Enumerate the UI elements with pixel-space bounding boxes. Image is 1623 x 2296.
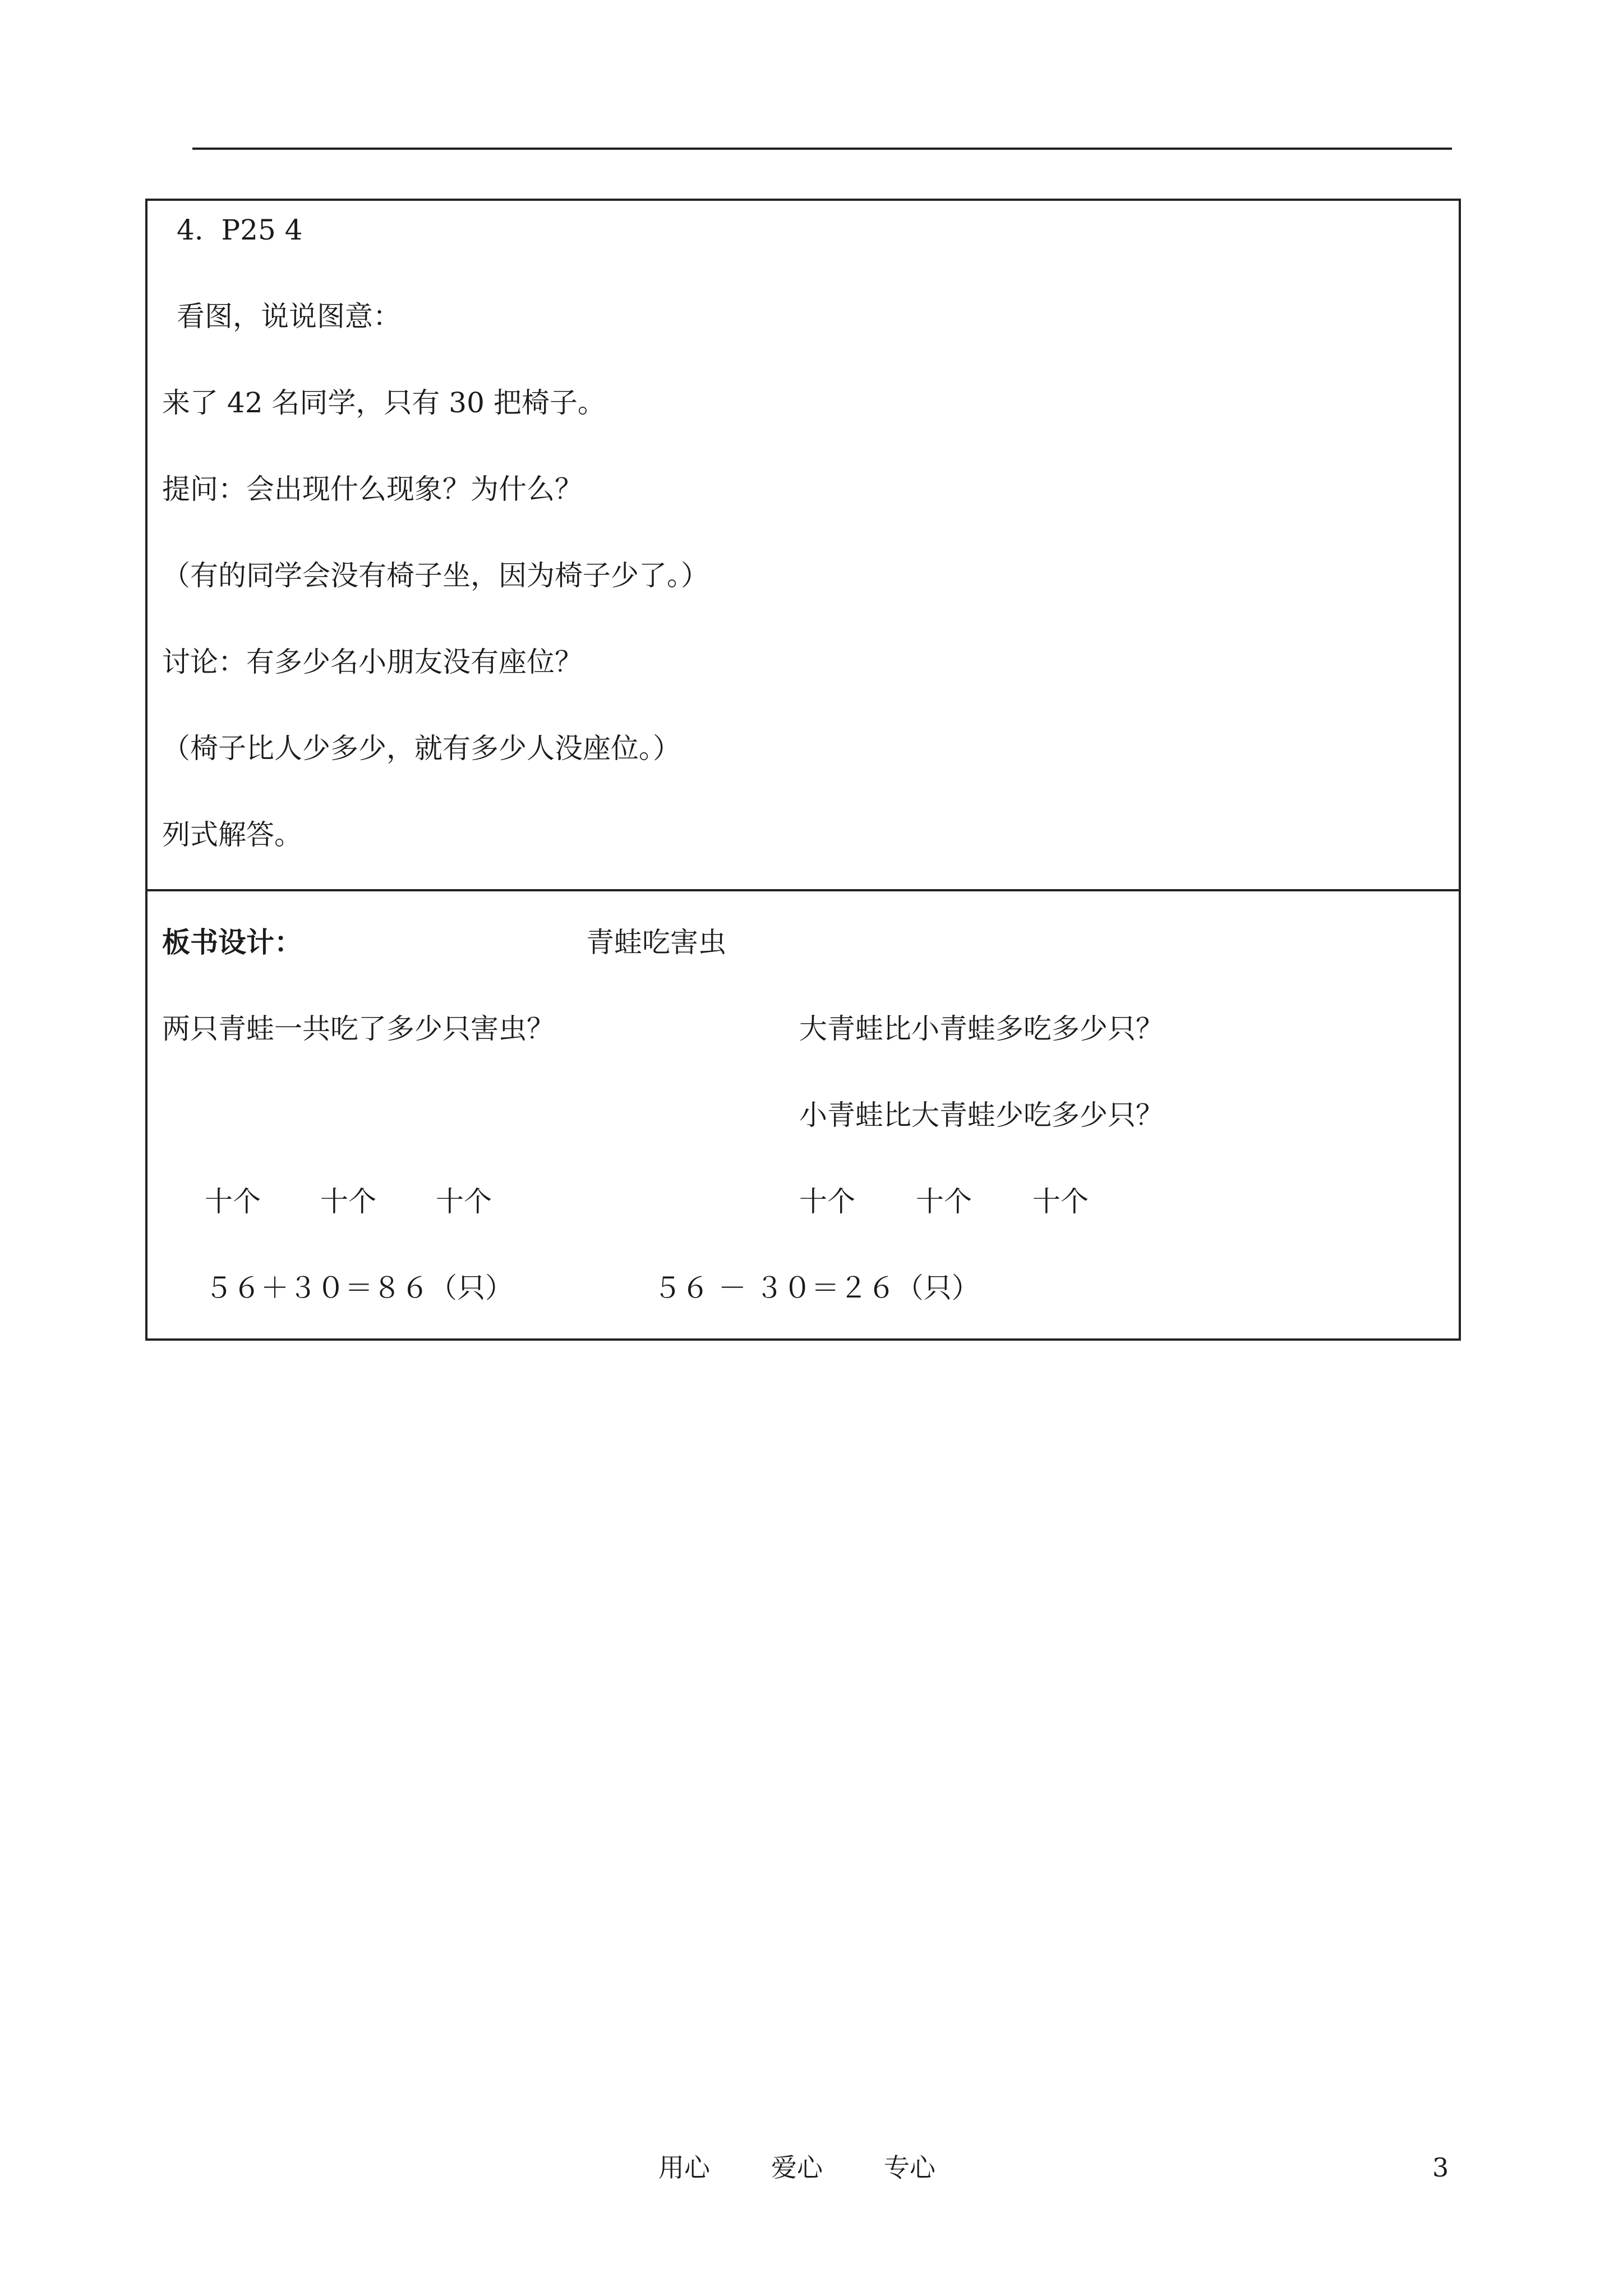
lesson-table bbox=[145, 199, 1461, 1341]
discussion-text: 讨论：有多少名小朋友没有座位？ bbox=[162, 646, 583, 678]
equation-sub: ５６ － ３０＝２６（只） bbox=[653, 1272, 980, 1304]
left-question: 两只青蛙一共吃了多少只害虫？ bbox=[162, 1013, 555, 1045]
answer-text: （有的同学会没有椅子坐，因为椅子少了。） bbox=[162, 559, 709, 592]
equation-add: ５６＋３０＝８６（只） bbox=[205, 1272, 513, 1304]
footer-motto-item: 专心 bbox=[884, 2152, 935, 2183]
footer-motto-item: 爱心 bbox=[771, 2152, 823, 2183]
fact-text: 来了 42 名同学，只有 30 把椅子。 bbox=[162, 386, 606, 419]
discussion-answer-text: （椅子比人少多少，就有多少人没座位。） bbox=[162, 732, 681, 765]
instruction-text: 列式解答。 bbox=[162, 818, 302, 851]
tens-unit-label: 十个 bbox=[916, 1185, 972, 1218]
board-title: 青蛙吃害虫 bbox=[586, 926, 726, 959]
right-question-2: 小青蛙比大青蛙少吃多少只？ bbox=[799, 1099, 1164, 1131]
right-question-1: 大青蛙比小青蛙多吃多少只？ bbox=[799, 1013, 1164, 1045]
prompt-text: 看图，说说图意： bbox=[177, 300, 401, 333]
board-label: 板书设计： bbox=[162, 926, 302, 959]
page-number: 3 bbox=[1432, 2152, 1449, 2183]
question-text: 提问：会出现什么现象？为什么？ bbox=[162, 473, 583, 505]
tens-unit-label: 十个 bbox=[436, 1185, 492, 1218]
tens-unit-label: 十个 bbox=[1032, 1185, 1089, 1218]
tens-unit-label: 十个 bbox=[799, 1185, 855, 1218]
footer-motto-item: 用心 bbox=[658, 2152, 710, 2183]
tens-unit-label: 十个 bbox=[205, 1185, 261, 1218]
row-divider bbox=[147, 889, 1459, 891]
tens-unit-label: 十个 bbox=[320, 1185, 376, 1218]
item-label: 4. P25 4 bbox=[177, 214, 303, 246]
header-rule bbox=[192, 148, 1452, 150]
